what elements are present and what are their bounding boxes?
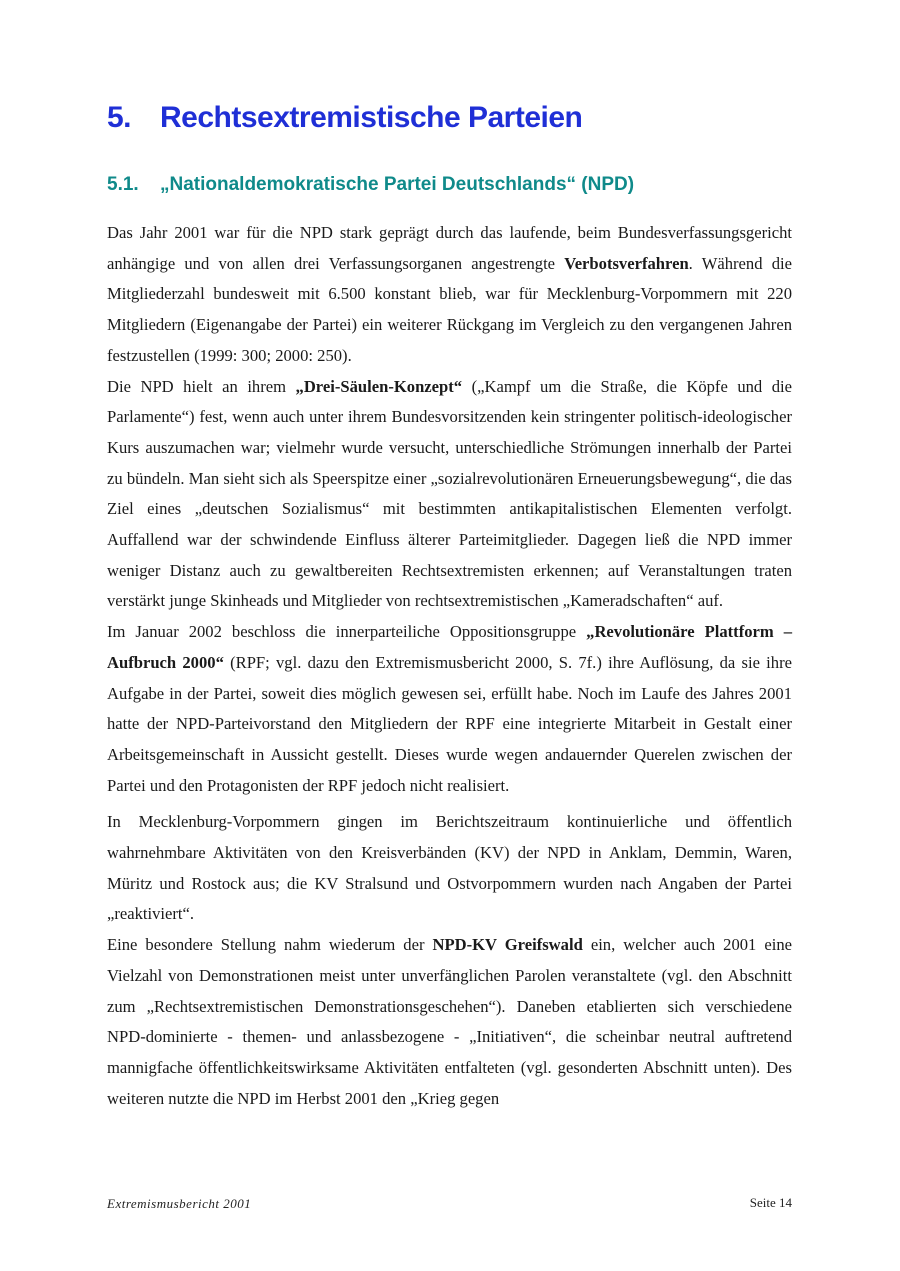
- bold-term: „Drei-Säulen-Konzept“: [295, 376, 463, 396]
- section-title: „Nationaldemokratische Partei Deutschlands“ (NPD): [160, 174, 635, 195]
- body-text: [107, 218, 792, 1114]
- paragraph-2: Die NPD hielt an ihrem „Drei-Säulen-Konzept“ („Kampf um die Straße, die Köpfe und die Parlamente“) fest, wenn auch unter ihrem Bundesvorsitzenden kein stringenter politisch-ideologischer Kurs auszumachen war; vielmehr wurde versucht, unterschiedliche Strömungen innerhalb der Partei zu bündeln. Man sieht sich als Speerspitze einer „sozialrevolutionären Erneuerungsbewegung“, die das Ziel eines „deutschen Sozialismus“ mit bestimmten antikapitalistischen Elementen verfolgt. Auffallend war der schwindende Einfluss älterer Parteimitglieder. Dagegen ließ die NPD immer weniger Distanz auch zu gewaltbereiten Rechtsextremisten erkennen; auf Veranstaltungen traten verstärkt junge Skinheads und Mitglieder von rechtsextremistischen „Kameradschaften“ auf.: [107, 376, 792, 611]
- document-page: [107, 0, 792, 1271]
- bold-term: Verbotsverfahren: [564, 253, 689, 273]
- chapter-number: 5.: [107, 101, 132, 134]
- bold-term: „Revolutionäre Plattform – Aufbruch 2000“: [107, 622, 792, 672]
- chapter-heading: [107, 101, 582, 135]
- paragraph-5: Eine besondere Stellung nahm wiederum der NPD-KV Greifswald ein, welcher auch 2001 eine Vielzahl von Demonstrationen meist unter unverfänglichen Parolen veranstaltete (vgl. den Abschnitt zum „Rechtsextremistischen Demonstrationsgeschehen“). Daneben etablierten sich verschiedene NPD-dominierte - themen- und anlassbezogene - „Initiativen“, die scheinbar neutral auftretend mannigfache öffentlichkeitswirksame Aktivitäten entfalteten (vgl. gesonderten Abschnitt unten). Des weiteren nutzte die NPD im Herbst 2001 den „Krieg gegen: [107, 935, 792, 1108]
- footer-report-title: Extremismusbericht 2001: [107, 1196, 252, 1211]
- paragraph-3: Im Januar 2002 beschloss die innerparteiliche Oppositionsgruppe „Revolutionäre Plattform – Aufbruch 2000“ (RPF; vgl. dazu den Extremismusbericht 2000, S. 7f.) ihre Auflösung, da sie ihre Aufgabe in der Partei, soweit dies möglich gewesen sei, erfüllt habe. Noch im Laufe des Jahres 2001 hatte der NPD-Parteivorstand den Mitgliedern der RPF eine integrierte Mitarbeit in Gestalt einer Arbeitsgemeinschaft in Aussicht gestellt. Dieses wurde wegen andauernder Querelen zwischen der Partei und den Protagonisten der RPF jedoch nicht realisiert.: [107, 622, 792, 795]
- section-number: 5.1.: [107, 174, 139, 195]
- footer-page-number: Seite 14: [749, 1195, 792, 1210]
- paragraph-4: In Mecklenburg-Vorpommern gingen im Berichtszeitraum kontinuierliche und öffentlich wahrnehmbare Aktivitäten von den Kreisverbänden (KV) der NPD in Anklam, Demmin, Waren, Müritz und Rostock aus; die KV Stralsund und Ostvorpommern wurden nach Angaben der Partei „reaktiviert“.: [107, 812, 792, 924]
- chapter-title: Rechtsextremistische Parteien: [160, 101, 583, 134]
- paragraph-1: Das Jahr 2001 war für die NPD stark geprägt durch das laufende, beim Bundesverfassungsgericht anhängige und von allen drei Verfassungsorganen angestrengte Verbotsverfahren. Während die Mitgliederzahl bundesweit mit 6.500 konstant blieb, war für Mecklenburg-Vorpommern mit 220 Mitgliedern (Eigenangabe der Partei) ein weiterer Rückgang im Vergleich zu den vergangenen Jahren festzustellen (1999: 300; 2000: 250).: [107, 223, 792, 365]
- section-heading: [107, 174, 634, 196]
- bold-term: NPD-KV Greifswald: [432, 935, 583, 955]
